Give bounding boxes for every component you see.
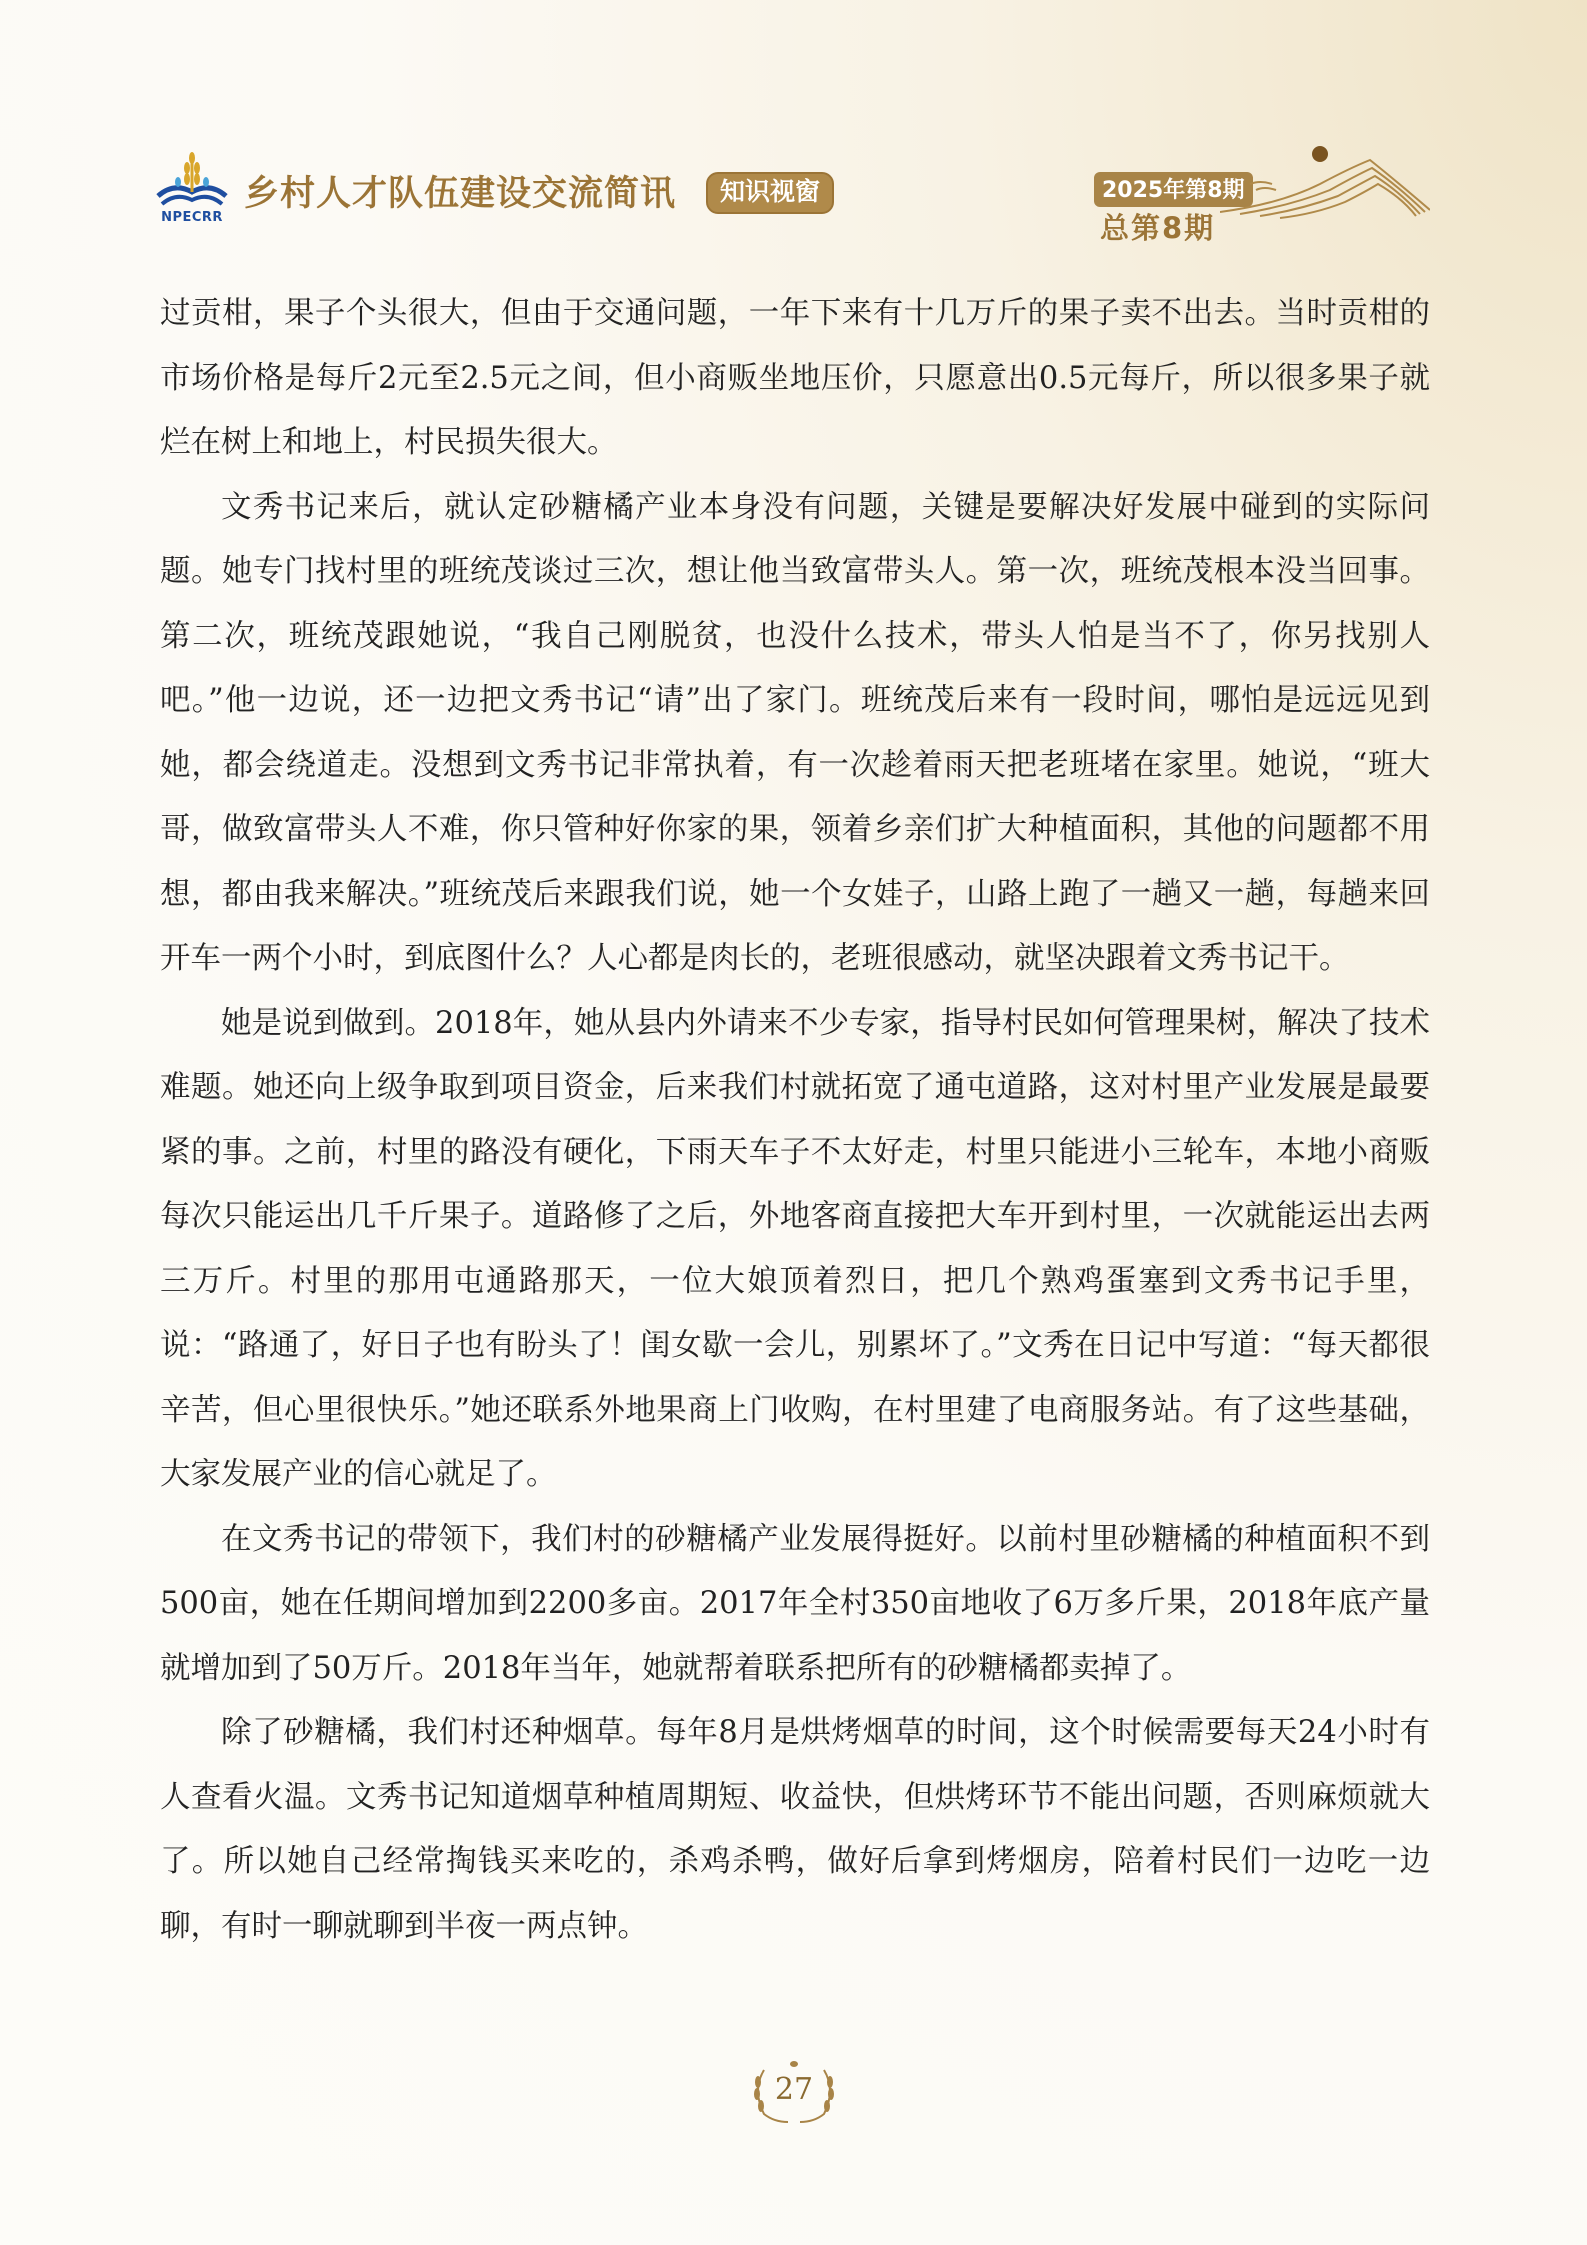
paragraph: 她是说到做到。2018年，她从县内外请来不少专家，指导村民如何管理果树，解决了技术难题。她还向上级争取到项目资金，后来我们村就拓宽了通屯道路，这对村里产业发展是最要紧的事。之前，村里的路没有硬化，下雨天车子不太好走，村里只能进小三轮车，本地小商贩每次只能运出几千斤果子。道路修了之后，外地客商直接把大车开到村里，一次就能运出去两三万斤。村里的那用屯通路那天，一位大娘顶着烈日，把几个熟鸡蛋塞到文秀书记手里，说：“路通了，好日子也有盼头了！闺女歇一会儿，别累坏了。”文秀在日记中写道：“每天都很辛苦，但心里很快乐。”她还联系外地果商上门收购，在村里建了电商服务站。有了这些基础，大家发展产业的信心就足了。 xyxy=(160,1005,1430,1492)
wheat-book-icon xyxy=(154,152,230,212)
page-header xyxy=(0,0,1587,245)
page-number: 27 xyxy=(774,2072,814,2107)
paragraph: 过贡柑，果子个头很大，但由于交通问题，一年下来有十几万斤的果子卖不出去。当时贡柑的市场价格是每斤2元至2.5元之间，但小商贩坐地压价，只愿意出0.5元每斤，所以很多果子就烂在树上和地上，村民损失很大。 xyxy=(160,296,1430,460)
paragraph: 在文秀书记的带领下，我们村的砂糖橘产业发展得挺好。以前村里砂糖橘的种植面积不到500亩，她在任期间增加到2200多亩。2017年全村350亩地收了6万多斤果，2018年底产量就增加到了50万斤。2018年当年，她就帮着联系把所有的砂糖橘都卖掉了。 xyxy=(160,1521,1430,1686)
logo-text: NPECRR xyxy=(161,210,223,225)
article-body xyxy=(160,282,1430,1959)
total-issue-label: 总第8期 xyxy=(1100,211,1216,245)
issue-label: 2025年第8期 xyxy=(1094,172,1253,207)
page-footer xyxy=(744,2060,844,2126)
paragraph: 除了砂糖橘，我们村还种烟草。每年8月是烘烤烟草的时间，这个时候需要每天24小时有人查看火温。文秀书记知道烟草种植周期短、收益快，但烘烤环节不能出问题，否则麻烦就大了。所以她自己经常掏钱买来吃的，杀鸡杀鸭，做好后拿到烤烟房，陪着村民们一边吃一边聊，有时一聊就聊到半夜一两点钟。 xyxy=(160,1715,1430,1944)
mountain-sun-icon xyxy=(1220,140,1430,220)
section-badge: 知识视窗 xyxy=(706,172,834,214)
npecrr-logo xyxy=(154,152,230,226)
publication-title: 乡村人才队伍建设交流简讯 xyxy=(244,174,677,214)
paragraph: 文秀书记来后，就认定砂糖橘产业本身没有问题，关键是要解决好发展中碰到的实际问题。她专门找村里的班统茂谈过三次，想让他当致富带头人。第一次，班统茂根本没当回事。第二次，班统茂跟她说，“我自己刚脱贫，也没什么技术，带头人怕是当不了，你另找别人吧。”他一边说，还一边把文秀书记“请”出了家门。班统茂后来有一段时间，哪怕是远远见到她，都会绕道走。没想到文秀书记非常执着，有一次趁着雨天把老班堵在家里。她说，“班大哥，做致富带头人不难，你只管种好你家的果，领着乡亲们扩大种植面积，其他的问题都不用想，都由我来解决。”班统茂后来跟我们说，她一个女娃子，山路上跑了一趟又一趟，每趟来回开车一两个小时，到底图什么？人心都是肉长的，老班很感动，就坚决跟着文秀书记干。 xyxy=(160,489,1430,976)
